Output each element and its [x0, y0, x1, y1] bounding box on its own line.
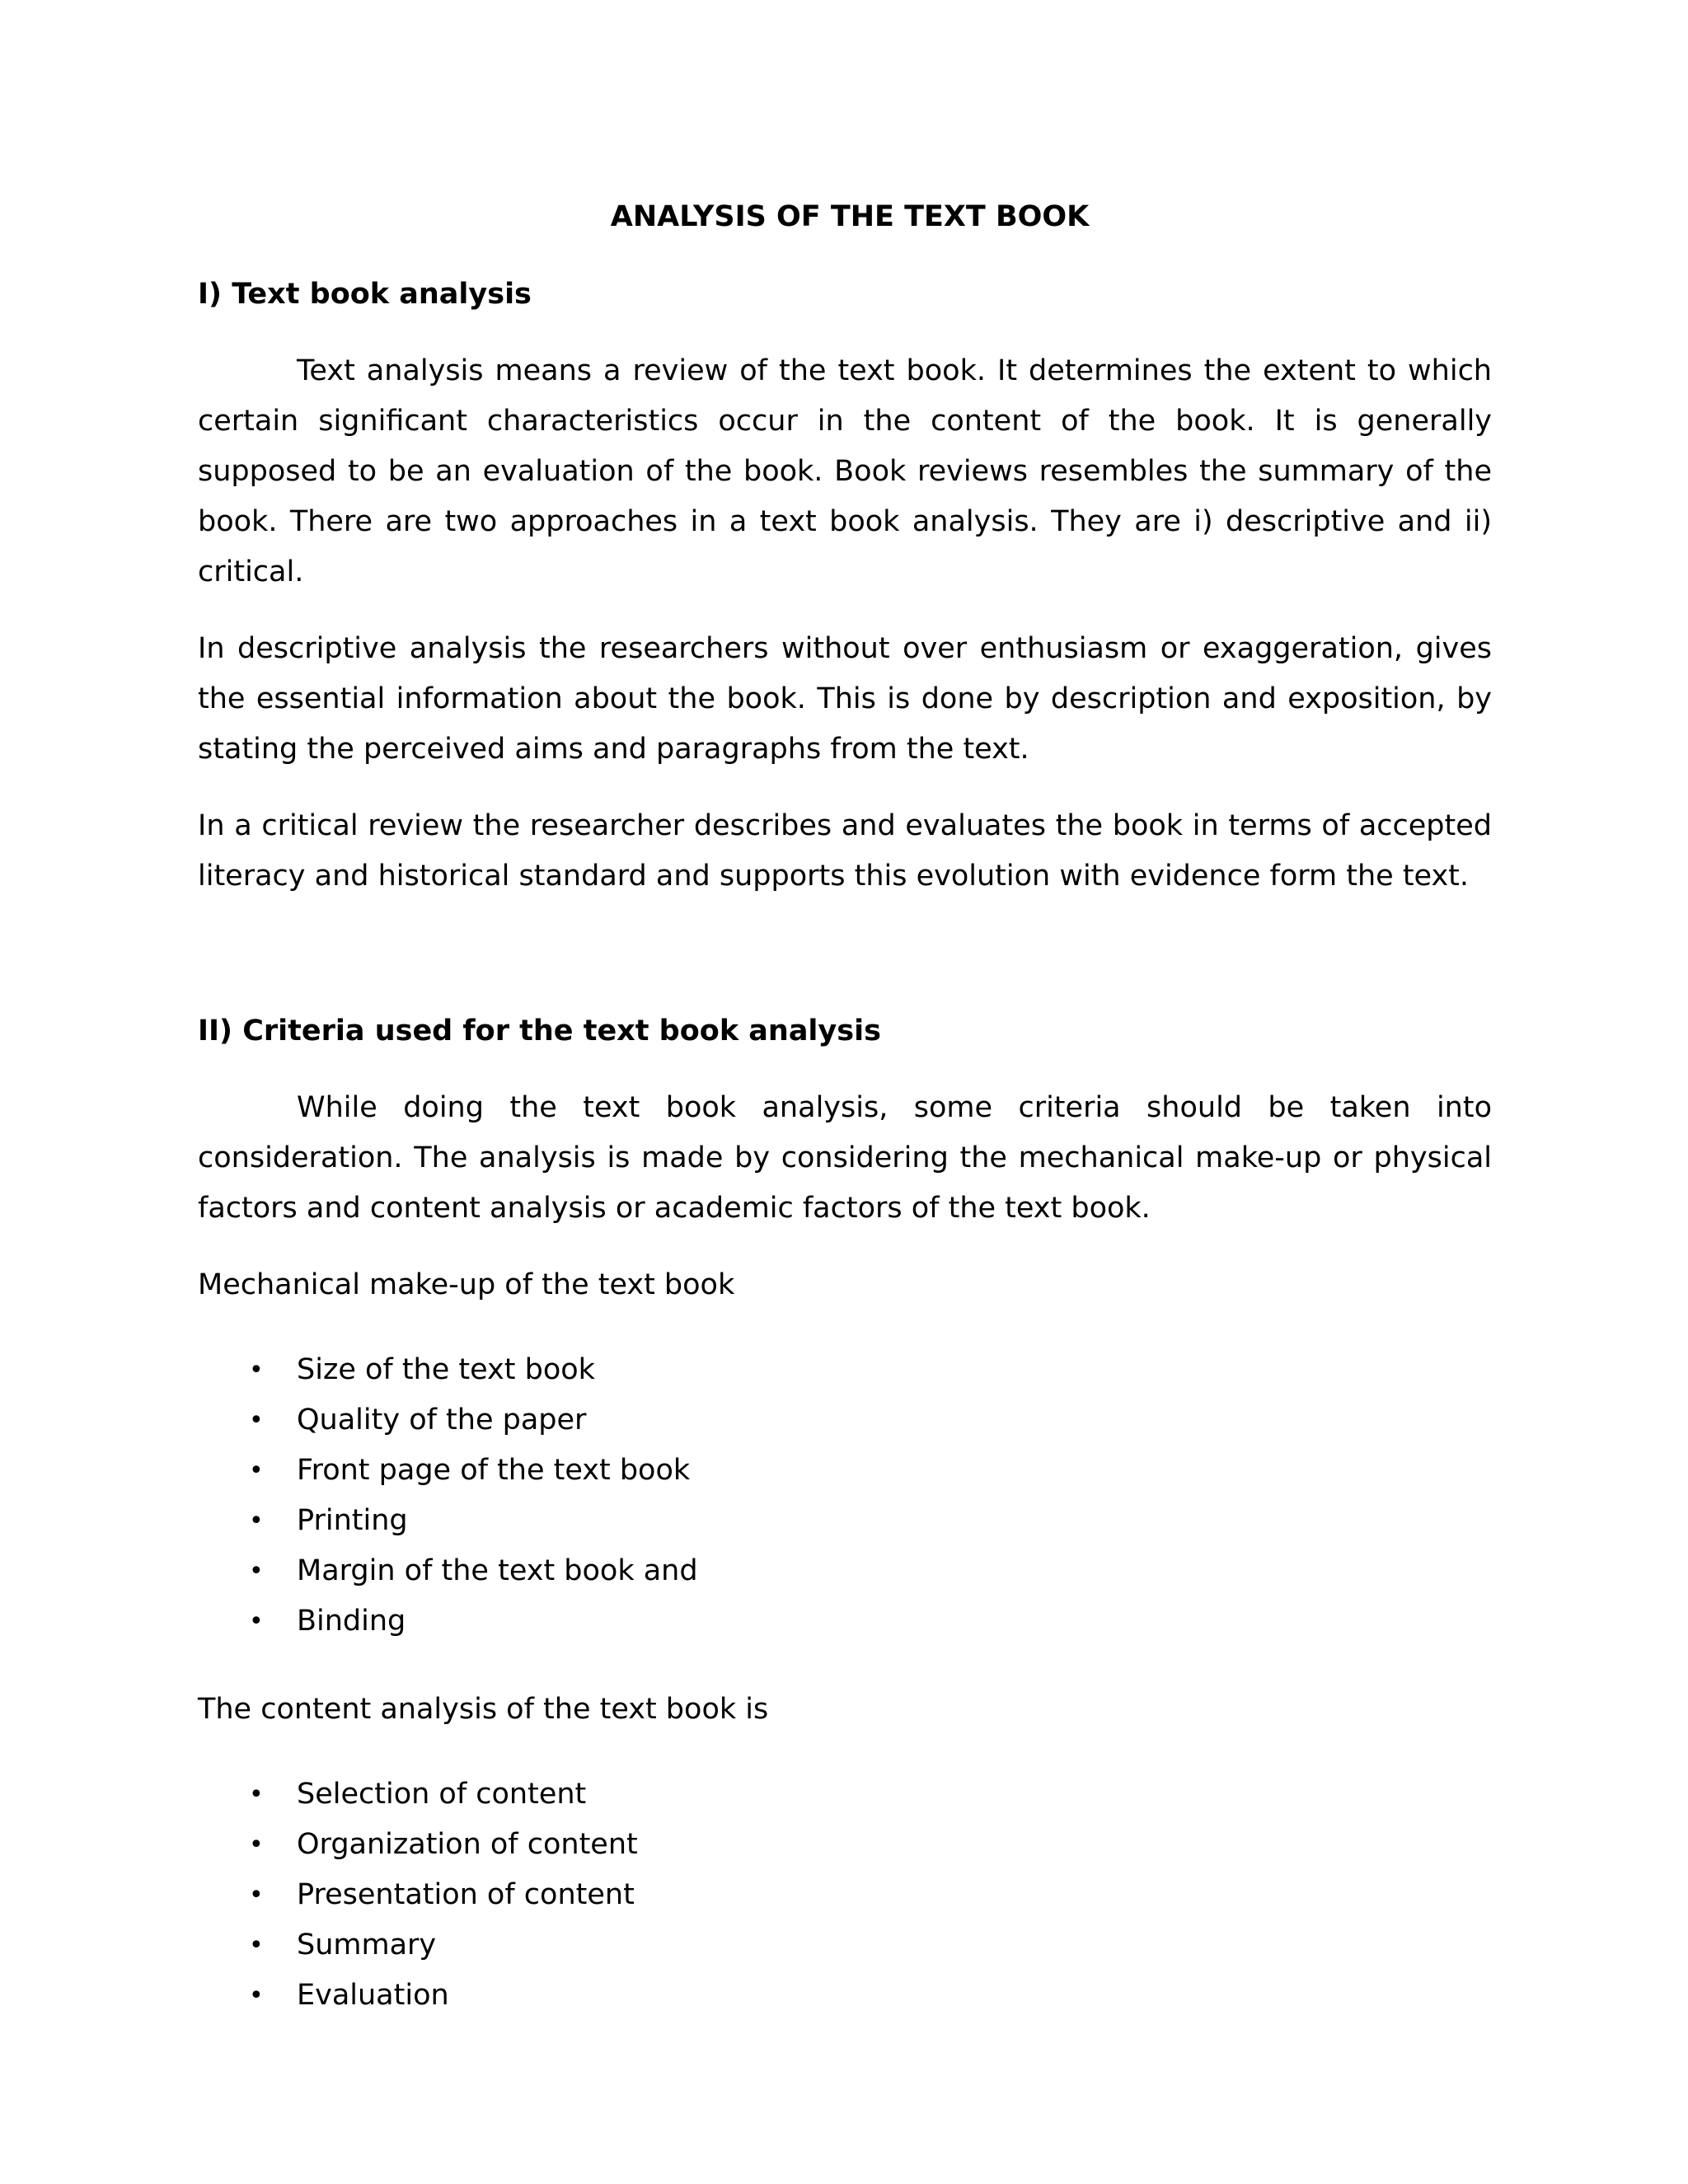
bullet-icon: •: [249, 1507, 264, 1535]
section-1-paragraph-3: In a critical review the researcher describes and evaluates the book in terms of accepted literacy and historical standard and supports this evolution with evidence form the text.: [198, 809, 1492, 893]
content-analysis-label: The content analysis of the text book is: [198, 1693, 769, 1726]
bullet-icon: •: [249, 1981, 264, 2010]
mechanical-makeup-list: [198, 1345, 1492, 1647]
list-item: [198, 1395, 1492, 1446]
list-item-text: Presentation of content: [297, 1878, 635, 1911]
document-title: ANALYSIS OF THE TEXT BOOK: [610, 200, 1090, 233]
list-item-text: Summary: [297, 1929, 437, 1961]
section-2-heading: II) Criteria used for the text book analysis: [198, 1015, 881, 1047]
section-1-paragraph-2: In descriptive analysis the researchers without over enthusiasm or exaggeration, gives the essential information about the book. This is done by description and exposition, by stating the perceived aims and paragraphs from the text.: [198, 632, 1492, 766]
bullet-icon: •: [249, 1780, 264, 1809]
bullet-icon: •: [249, 1557, 264, 1586]
list-item-text: Size of the text book: [297, 1353, 595, 1386]
list-item-text: Evaluation: [297, 1979, 449, 2012]
bullet-icon: •: [249, 1607, 264, 1636]
list-item: [198, 1496, 1492, 1546]
section-1-heading: I) Text book analysis: [198, 278, 532, 311]
list-item-text: Printing: [297, 1504, 408, 1537]
bullet-icon: •: [249, 1456, 264, 1485]
list-item-text: Binding: [297, 1605, 406, 1638]
list-item: [198, 1446, 1492, 1496]
list-item: [198, 1345, 1492, 1395]
list-item: [198, 1870, 1492, 1920]
mechanical-makeup-label: Mechanical make-up of the text book: [198, 1268, 735, 1301]
list-item: [198, 1920, 1492, 1971]
content-analysis-list: [198, 1769, 1492, 2021]
section-2-intro-paragraph: While doing the text book analysis, some criteria should be taken into consideration. The analysis is made by considering the mechanical make-up or physical factors and content analysis or academic factors of the text book.: [198, 1091, 1492, 1225]
list-item: [198, 1546, 1492, 1596]
section-1-paragraph-1: Text analysis means a review of the text book. It determines the extent to which certain significant characteristics occur in the content of the book. It is generally supposed to be an evaluation of the book. Book reviews resembles the summary of the book. There are two approaches in a text book analysis. They are i) descriptive and ii) critical.: [198, 354, 1492, 588]
list-item: [198, 1820, 1492, 1870]
bullet-icon: •: [249, 1830, 264, 1859]
list-item-text: Margin of the text book and: [297, 1554, 698, 1587]
bullet-icon: •: [249, 1931, 264, 1960]
list-item: [198, 1769, 1492, 1820]
bullet-icon: •: [249, 1881, 264, 1910]
bullet-icon: •: [249, 1406, 264, 1435]
document-body: [198, 196, 1492, 2059]
list-item: [198, 1596, 1492, 1647]
list-item-text: Quality of the paper: [297, 1404, 587, 1436]
list-item-text: Selection of content: [297, 1778, 587, 1811]
section-spacer: [198, 928, 1492, 1010]
list-item-text: Front page of the text book: [297, 1454, 691, 1487]
bullet-icon: •: [249, 1356, 264, 1385]
list-item-text: Organization of content: [297, 1828, 638, 1861]
list-item: [198, 1971, 1492, 2021]
